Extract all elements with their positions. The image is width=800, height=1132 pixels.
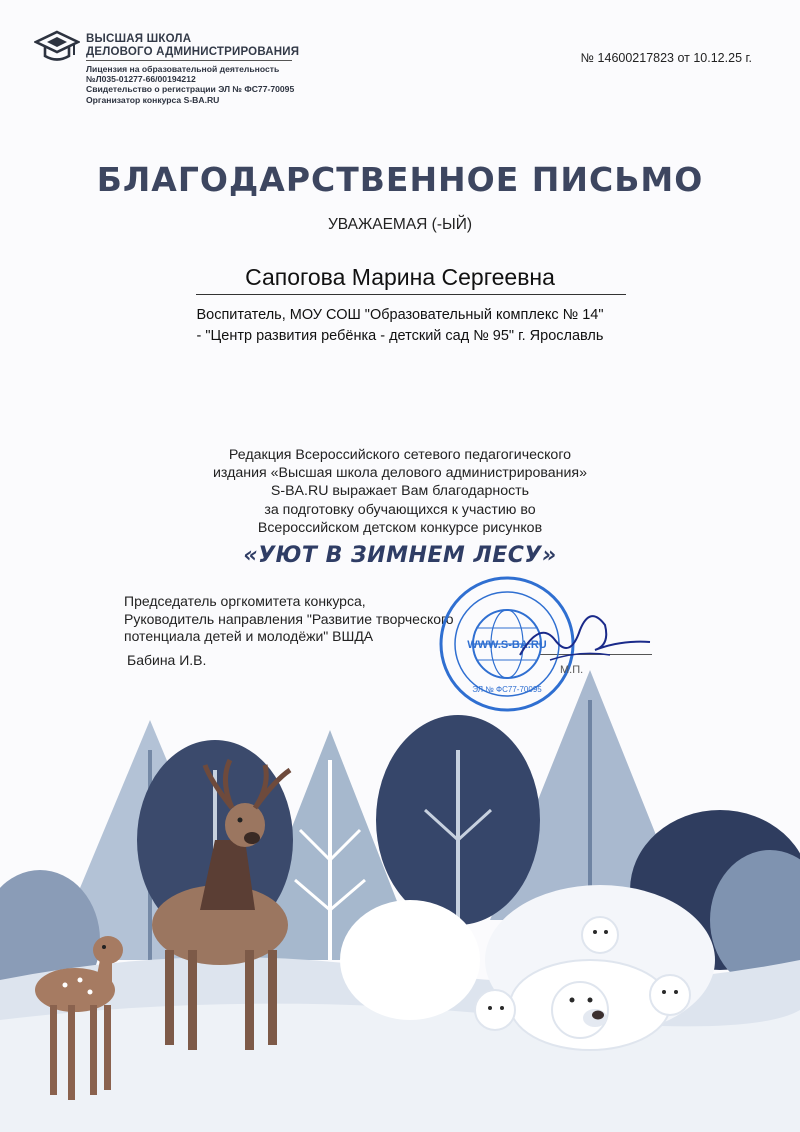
letter-body [150,446,650,537]
letter-title: БЛАГОДАРСТВЕННОЕ ПИСЬМО [96,160,704,199]
license-text: Лицензия на образовательной деятельность [86,64,280,74]
chair-name: Бабина И.В. [127,652,207,668]
registration-text: Свидетельство о регистрации ЭЛ № ФС77-70095 [86,84,295,95]
chair-line3: потенциала детей и молодёжи" ВШДА [124,628,374,644]
org-name-line1: ВЫСШАЯ ШКОЛА [86,33,192,45]
body-line4: за подготовку обучающихся к участию во [264,501,536,518]
body-line2: издания «Высшая школа делового администрирования» [212,465,588,482]
organization-name [86,33,299,59]
chair-line1: Председатель оргкомитета конкурса, [124,593,366,609]
contest-name: «УЮТ В ЗИМНЕМ ЛЕСУ» [243,543,557,568]
body-line1: Редакция Всероссийского сетевого педагогического [228,447,572,463]
org-divider [86,60,292,61]
org-name-line2: ДЕЛОВОГО АДМИНИСТРИРОВАНИЯ [86,46,300,58]
position-line2: - "Центр развития ребёнка - детский сад № 95" г. Ярославль [196,328,604,344]
stamp-reg-text: ЭЛ № ФС77-70095 [472,685,542,694]
chair-line2: Руководитель направления "Развитие творческого [124,610,454,627]
body-line5: Всероссийском детском конкурсе рисунков [257,519,543,536]
organizer-text: Организатор конкурса S-BA.RU [86,94,220,105]
recipient-position [120,305,680,347]
name-underline [196,294,626,295]
salutation: УВАЖАЕМАЯ (-ЫЙ) [327,216,473,233]
graduation-cap-logo-icon [34,28,80,66]
winter-forest-illustration [0,660,800,1132]
license-number: №Л035-01277-66/00194212 [86,74,196,85]
position-line1: Воспитатель, МОУ СОШ "Образовательный комплекс № 14" [196,307,604,323]
handwritten-signature-icon [510,600,660,680]
chair-title [124,593,454,646]
organization-details [86,64,294,105]
document-number: № 14600217823 от 10.12.25 г. [580,51,752,65]
stamp-site-text: WWW.S-BA.RU [467,639,547,651]
seal-place-label: М.П. [560,664,584,676]
recipient-name: Сапогова Марина Сергеевна [245,264,555,290]
body-line3: S-BA.RU выражает Вам благодарность [270,483,530,500]
